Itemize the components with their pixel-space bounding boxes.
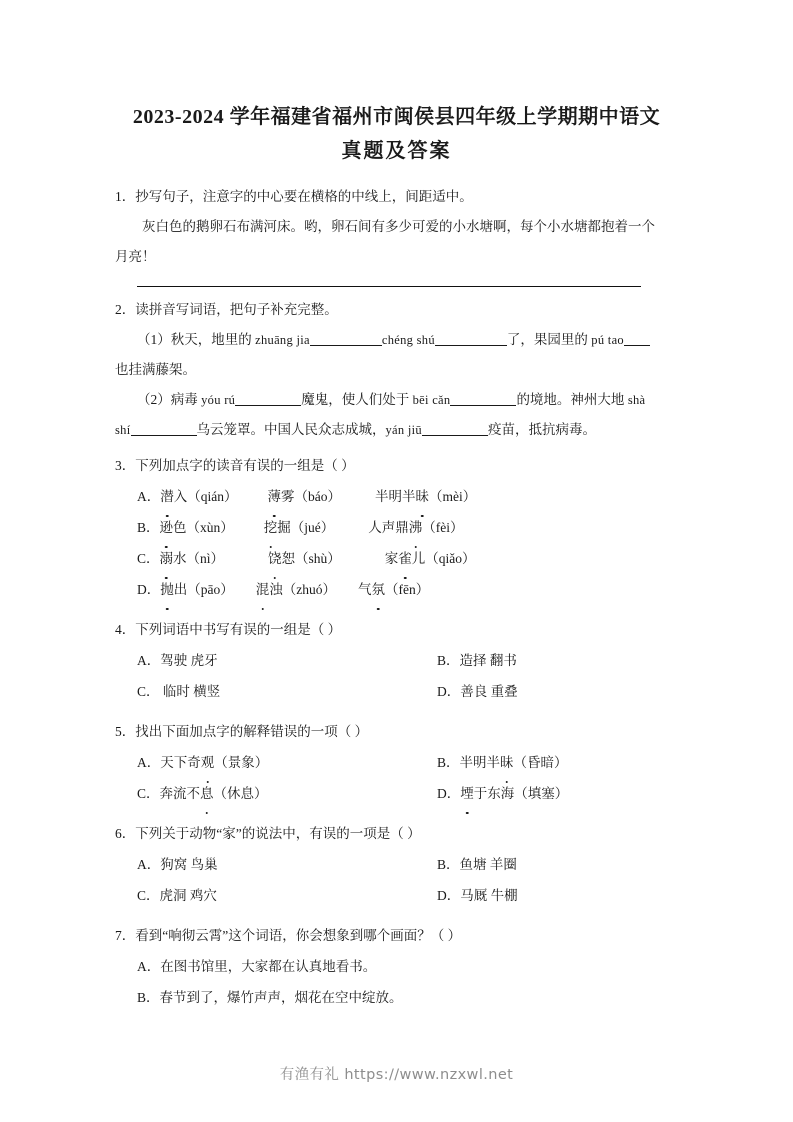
q3-b-pre-3: 人声鼎 — [368, 520, 409, 535]
q3-a-rest-1: 入（qián） — [173, 489, 238, 504]
q3-d-label: D． — [137, 582, 161, 597]
question-3 — [115, 451, 678, 605]
q2-item2-pinyin-1: yóu rú — [201, 393, 236, 407]
q3-b-rest-1: 色（xùn） — [173, 520, 234, 535]
q3-a-dotted-1: 潜 — [160, 481, 174, 512]
question-1 — [115, 182, 678, 287]
q3-a-dotted-3: 昧 — [416, 481, 430, 512]
question-6 — [115, 819, 678, 911]
q2-item1-pinyin-3: pú tao — [591, 333, 624, 347]
q2-item2-seg1: （2）病毒 — [137, 392, 202, 407]
q5-b-label: B． — [437, 755, 460, 770]
question-5-option-b[interactable] — [437, 747, 677, 778]
watermark: 有渔有礼 https://www.nzxwl.net — [279, 1067, 514, 1083]
q3-b-label: B． — [137, 520, 160, 535]
q2-item2-pinyin-3: shà — [627, 393, 646, 407]
question-4-stem: 4．下列词语中书写有误的一组是（ ） — [115, 622, 342, 637]
question-5-option-c[interactable] — [137, 778, 437, 809]
q2-item2-seg2: 魔鬼，使人们处于 — [301, 392, 413, 407]
question-2-item-1-line-1 — [115, 325, 678, 355]
q5-a-dotted: 观 — [201, 747, 215, 778]
question-3-option-c[interactable] — [115, 543, 678, 574]
question-5-row-2 — [115, 778, 678, 809]
q2-item1-blank-3[interactable] — [624, 345, 650, 346]
q3-d-pre-3: 气 — [358, 582, 372, 597]
q3-c-dotted-3: 雀 — [398, 543, 412, 574]
q2-item2-pinyin-2: bēi cǎn — [412, 393, 451, 407]
q3-a-rest-3: （mèi） — [429, 489, 477, 504]
q5-c-pre: 奔流不 — [159, 786, 201, 801]
q3-c-rest-2: 恕（shù） — [281, 551, 341, 566]
question-2-item-1-line-2: 也挂满藤架。 — [115, 362, 196, 377]
question-6-option-a[interactable]: A．狗窝 鸟巢 — [137, 857, 218, 872]
question-6-stem: 6．下列关于动物“家”的说法中，有误的一项是（ ） — [115, 826, 421, 841]
q3-c-pre-3: 家 — [384, 551, 399, 566]
question-3-option-a[interactable] — [115, 481, 678, 512]
q3-d-rest-1: 出（pāo） — [173, 582, 234, 597]
question-4-option-b[interactable]: B．造择 翻书 — [437, 653, 517, 668]
q2-item1-seg3: 了，果园里的 — [506, 332, 592, 347]
q3-b-dotted-3: 沸 — [409, 512, 423, 543]
q5-c-post: （休息） — [213, 786, 268, 801]
question-3-option-d[interactable] — [115, 574, 678, 605]
q3-a-label: A． — [137, 489, 161, 504]
question-3-stem: 3．下列加点字的读音有误的一组是（ ） — [115, 458, 355, 473]
title-line-1: 2023-2024 学年福建省福州市闽侯县四年级上学期期中语文 — [132, 106, 661, 128]
question-4-row-2 — [115, 676, 678, 707]
question-5-row-1 — [115, 747, 678, 778]
q3-d-dotted-2: 混 — [256, 574, 270, 605]
document-content — [115, 100, 678, 1019]
q2-item2-seg3: 的境地。神州大地 — [516, 392, 628, 407]
question-2 — [115, 295, 678, 445]
q3-b-rest-3: （fèi） — [422, 520, 464, 535]
question-7-option-a[interactable]: A．在图书馆里，大家都在认真地看书。 — [137, 959, 377, 974]
question-3-option-b[interactable] — [115, 512, 678, 543]
q2-item2-line2-pinyin-1: shí — [115, 423, 131, 437]
q2-item2-blank-2[interactable] — [450, 405, 516, 406]
q2-item1-blank-2[interactable] — [435, 345, 507, 346]
q2-item1-pinyin-2: chéng shú — [381, 333, 435, 347]
q5-b-post: （昏暗） — [513, 755, 568, 770]
q2-item2-line2-pinyin-2: yán jiū — [385, 423, 422, 437]
question-4-row-1 — [115, 645, 678, 676]
q5-d-label: D． — [437, 786, 461, 801]
handwriting-rule — [137, 286, 641, 287]
q3-c-dotted-2: 饶 — [268, 543, 282, 574]
q3-d-dotted-1: 抛 — [160, 574, 174, 605]
question-5-stem: 5．找出下面加点字的解释错误的一项（ ） — [115, 724, 369, 739]
q5-a-post: （景象） — [214, 755, 269, 770]
q5-c-dotted: 息 — [200, 778, 214, 809]
q5-b-dotted: 昧 — [500, 747, 514, 778]
q3-c-dotted-1: 溺 — [160, 543, 174, 574]
q3-c-rest-3: 儿（qiǎo） — [411, 551, 476, 566]
title-line-2: 真题及答案 — [341, 140, 452, 162]
q2-item2-blank-1[interactable] — [235, 405, 301, 406]
q3-d-rest-3: （fēn） — [385, 582, 430, 597]
q5-d-dotted: 堙 — [460, 778, 474, 809]
q3-d-rest-2: 浊（zhuó） — [269, 582, 336, 597]
question-5 — [115, 717, 678, 809]
question-4-option-c[interactable]: C． 临时 横竖 — [137, 684, 221, 699]
question-4-option-a[interactable]: A．驾驶 虎牙 — [137, 653, 218, 668]
q2-item2-line2-seg1: 乌云笼罩。中国人民众志成城， — [196, 422, 386, 437]
q3-c-label: C． — [137, 551, 160, 566]
q3-b-dotted-2: 挖 — [264, 512, 278, 543]
q5-c-label: C． — [137, 786, 160, 801]
question-4-option-d[interactable]: D．善良 重叠 — [437, 684, 518, 699]
q3-b-rest-2: 掘（jué） — [277, 520, 335, 535]
q3-a-dotted-2: 薄 — [268, 481, 282, 512]
question-5-option-d[interactable] — [437, 778, 677, 809]
question-4 — [115, 615, 678, 707]
q2-item2-blank-4[interactable] — [422, 435, 488, 436]
question-7-stem: 7．看到“响彻云霄”这个词语，你会想象到哪个画面？（ ） — [115, 928, 462, 943]
question-6-row-2 — [115, 880, 678, 911]
q3-c-rest-1: 水（nì） — [173, 551, 225, 566]
question-7 — [115, 921, 678, 1013]
question-6-option-b[interactable]: B．鱼塘 羊圈 — [437, 857, 517, 872]
question-5-option-a[interactable] — [137, 747, 437, 778]
q5-b-pre: 半明半 — [459, 755, 501, 770]
question-1-stem: 1．抄写句子，注意字的中心要在横格的中线上，间距适中。 — [115, 189, 473, 204]
q2-item2-line2-seg2: 疫苗，抵抗病毒。 — [487, 422, 596, 437]
question-6-option-c[interactable]: C．虎洞 鸡穴 — [137, 888, 217, 903]
question-2-item-2-line-2 — [115, 415, 678, 445]
q3-a-rest-2: 雾（báo） — [281, 489, 341, 504]
q2-item2-blank-3[interactable] — [131, 435, 197, 436]
question-2-stem: 2．读拼音写词语，把句子补充完整。 — [115, 302, 338, 317]
q3-d-dotted-3: 氛 — [372, 574, 386, 605]
question-6-option-d[interactable]: D．马厩 牛棚 — [437, 888, 518, 903]
q3-a-pre-3: 半明半 — [375, 489, 416, 504]
q5-a-pre: 天下奇 — [160, 755, 201, 770]
q2-item1-blank-1[interactable] — [310, 345, 382, 346]
q5-a-label: A． — [137, 755, 161, 770]
page-title — [115, 100, 678, 168]
question-1-body-line-1: 灰白色的鹅卵石布满河床。哟，卵石间有多少可爱的小水塘啊，每个小水塘都抱着一个 — [142, 219, 655, 234]
q2-item1-pinyin-1: zhuāng jia — [255, 333, 310, 347]
q2-item1-seg1: （1）秋天，地里的 — [137, 332, 256, 347]
q5-d-post: 于东海（填塞） — [473, 786, 569, 801]
question-6-row-1 — [115, 849, 678, 880]
q3-b-dotted-1: 逊 — [160, 512, 174, 543]
question-2-item-2-line-1 — [115, 385, 678, 415]
question-1-body-line-2: 月亮！ — [115, 249, 156, 264]
question-7-option-b[interactable]: B．春节到了，爆竹声声，烟花在空中绽放。 — [137, 990, 403, 1005]
